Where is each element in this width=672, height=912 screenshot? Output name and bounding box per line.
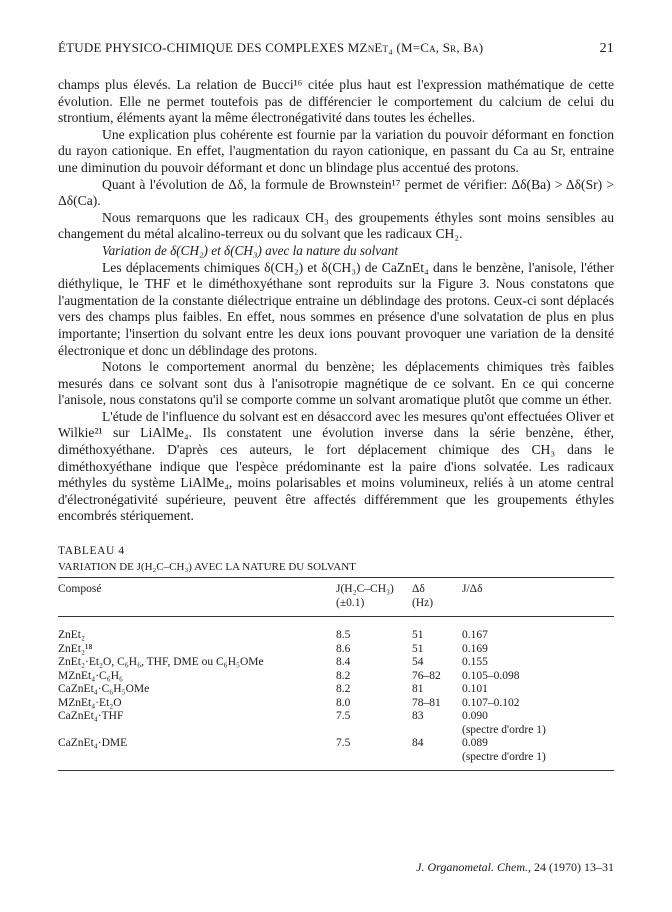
table-cell: 8.2 [336, 669, 351, 682]
table-cell: 8.2 [336, 683, 351, 696]
table-body [58, 617, 614, 771]
table-cell: 0.089 [462, 737, 488, 750]
table-cell [58, 751, 336, 771]
header-j: J(H₂C–CH₃) (±0.1) [336, 578, 412, 617]
table-cell: 8.5 [336, 629, 351, 642]
table-cell: CaZnEt₄·THF [58, 710, 124, 723]
header-ratio: J/Δδ [462, 578, 614, 617]
table-header-row [58, 578, 614, 617]
table-cell: CaZnEt₄·C₆H₅OMe [58, 683, 150, 696]
table-cell: (spectre d'ordre 1) [462, 723, 546, 736]
table-cell: 84 [412, 737, 424, 750]
data-table [58, 577, 614, 771]
table-cell: 0.105–0.098 [462, 669, 520, 682]
table-row [58, 724, 614, 738]
paragraph-5: Les déplacements chimiques δ(CH₂) et δ(CH₃) de CaZnEt₄ dans le benzène, l'anisole, l'éther diéthylique, le THF et le diméthoxyéthane sont reproduits sur la Figure 3. Nous constatons que l'augmentation de la constante diélectrique entraine un déblindage des protons. Ceux-ci sont déplacés vers des champs plus faibles. En effet, nous sommes en présence d'une solvatation de plus en plus importante; l'insertion du solvant entre les deux ions pouvant provoquer une variation de la densité électronique et donc un déblindage des protons. [58, 259, 614, 358]
table-cell: 8.6 [336, 642, 351, 655]
table-cell: 78–81 [412, 696, 441, 709]
table-cell: 8.4 [336, 656, 351, 669]
table-row [58, 656, 614, 670]
table-row [58, 697, 614, 711]
table-caption: VARIATION DE J(H₂C–CH₃) AVEC LA NATURE DU SOLVANT [58, 561, 356, 574]
table-cell: 7.5 [336, 710, 351, 723]
table-cell: 81 [412, 683, 424, 696]
paragraph-6: Notons le comportement anormal du benzène; les déplacements chimiques très faibles mesurés dans ce solvant sont dus à l'anisotropie magnétique de ce solvant. En ce qui concerne l'anisole, nous constatons qu'il se comporte comme un solvant aromatique plutôt que comme un éther. [58, 359, 614, 408]
table-cell: 0.107–0.102 [462, 696, 520, 709]
table-cell: 0.167 [462, 629, 488, 642]
header-delta: Δδ (Hz) [412, 578, 462, 617]
table-cell: ZnEt₂ [58, 629, 86, 642]
table-cell: 83 [412, 710, 424, 723]
table-cell: 51 [412, 629, 424, 642]
paragraph-7: L'étude de l'influence du solvant est en désaccord avec les mesures qu'ont effectuées Oliver et Wilkie²¹ sur LiAlMe₄. Ils constatent une évolution inverse dans la série benzène, éther, diméthoxyéthane. D'après ces auteurs, le fort déplacement chimique des CH₃ dans le diméthoxyéthane indique que l'espèce prédominante est la paire d'ions solvatée. Les radicaux méthyles du système LiAlMe₄, moins polarisables et moins volumineux, reliés à un atome central d'électronégativité supérieure, peuvent être affectés différemment que les groupements éthyles encombrés stériquement. [58, 408, 614, 524]
table-cell: 76–82 [412, 669, 441, 682]
table-row [58, 617, 614, 643]
journal-name: J. Organometal. Chem., [416, 860, 531, 874]
table-cell [58, 724, 336, 738]
table-cell: 0.155 [462, 656, 488, 669]
header-compose: Composé [58, 578, 336, 617]
journal-footer [416, 860, 614, 875]
table-cell [336, 724, 412, 738]
table-cell: ZnEt₂·Et₂O, C₆H₆, THF, DME ou C₆H₅OMe [58, 656, 264, 669]
paragraph-1: champs plus élevés. La relation de Bucci¹⁶ citée plus haut est l'expression mathématique de cette évolution. Elle ne permet toutefois pas de différencier le comportement du calcium de celui du strontium, éléments ayant la même électronégativité dans toutes les échelles. [58, 77, 614, 126]
table-cell: 54 [412, 656, 424, 669]
table-cell: 51 [412, 642, 424, 655]
table-cell: 0.169 [462, 642, 488, 655]
table-cell: ZnEt₂¹⁸ [58, 642, 93, 655]
table-cell: MZnEt₄·Et₂O [58, 696, 122, 709]
table-row [58, 670, 614, 684]
running-header [58, 40, 614, 57]
body-text [58, 77, 614, 525]
table-cell: MZnEt₄·C₆H₆ [58, 669, 124, 682]
paragraph-3: Quant à l'évolution de Δδ, la formule de Brownstein¹⁷ permet de vérifier: Δδ(Ba) > Δδ(Sr) > Δδ(Ca). [58, 176, 614, 209]
table-row [58, 683, 614, 697]
table-row [58, 643, 614, 657]
table-row [58, 710, 614, 724]
table-cell [412, 724, 462, 738]
table-cell: 0.101 [462, 683, 488, 696]
table-label: TABLEAU 4 [58, 545, 125, 558]
table-cell: 8.0 [336, 696, 351, 709]
table-cell [412, 751, 462, 771]
table-cell: CaZnEt₄·DME [58, 737, 128, 750]
page-number: 21 [599, 41, 614, 56]
table-row [58, 751, 614, 771]
paragraph-2: Une explication plus cohérente est fournie par la variation du pouvoir déformant en fonction du rayon cationique. En effet, l'augmentation du rayon cationique, en passant du Ca au Sr, entraine une diminution du pouvoir déformant et donc un blindage plus accentué des protons. [58, 126, 614, 175]
table-cell [336, 751, 412, 771]
running-title: ÉTUDE PHYSICO-CHIMIQUE DES COMPLEXES MZnEt₄ (M=Ca, Sr, Ba) [58, 40, 484, 55]
paper-page [58, 40, 614, 771]
table-cell: 7.5 [336, 737, 351, 750]
table-cell: (spectre d'ordre 1) [462, 751, 614, 771]
table-row [58, 737, 614, 751]
section-subheading: Variation de δ(CH₂) et δ(CH₃) avec la nature du solvant [102, 242, 398, 258]
table-block [58, 545, 614, 771]
paragraph-4: Nous remarquons que les radicaux CH₃ des groupements éthyles sont moins sensibles au changement du métal alcalino-terreux ou du solvant que les radicaux CH₂. [58, 209, 614, 242]
journal-citation: 24 (1970) 13–31 [534, 860, 614, 874]
table-cell: 0.090 [462, 710, 488, 723]
